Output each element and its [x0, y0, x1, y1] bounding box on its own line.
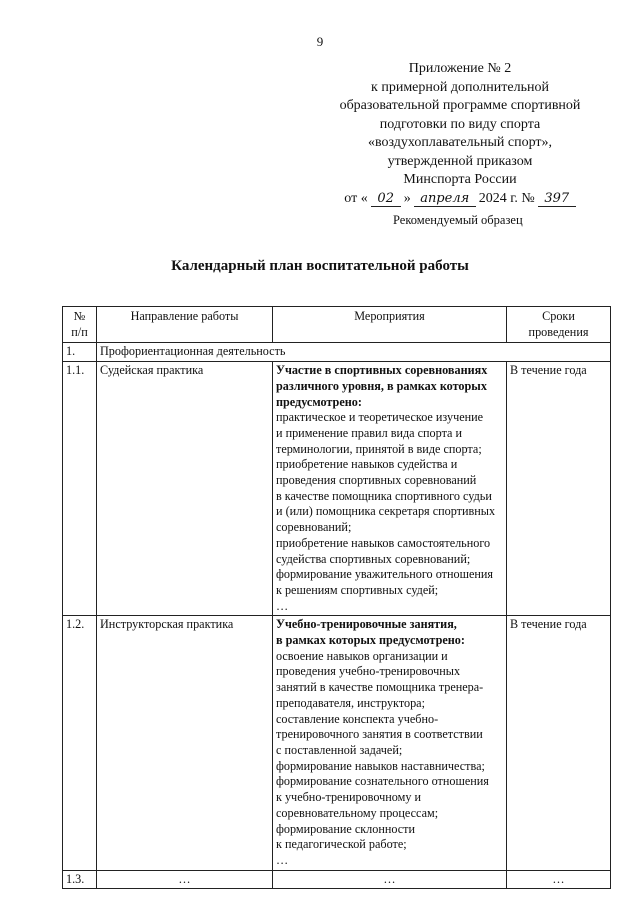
activity-line: формирование сознательного отношения: [276, 774, 489, 789]
document-title: Календарный план воспитательной работы: [171, 258, 469, 274]
header-terms-line: проведения: [528, 324, 589, 339]
activity-title-line: в рамках которых предусмотрено:: [276, 633, 465, 648]
order-date-line: [330, 190, 590, 209]
section-title: Профориентационная деятельность: [97, 343, 611, 362]
activity-line: терминологии, принятой в виде спорта;: [276, 441, 482, 456]
row-number: 1.1.: [63, 362, 97, 616]
header-number-line: №: [73, 309, 86, 323]
activity-line: соревновательному процессам;: [276, 805, 439, 820]
activity-line: тренировочного занятия в соответствии: [276, 727, 483, 742]
activity-line: освоение навыков организации и: [276, 648, 448, 663]
activity-title-line: предусмотрено:: [276, 394, 362, 409]
activity-line: к решениям спортивных судей;: [276, 582, 439, 597]
appendix-line: подготовки по виду спорта: [379, 116, 541, 132]
date-prefix: от «: [344, 190, 368, 206]
table-header-row: [63, 307, 611, 343]
activity-line: в качестве помощника спортивного судьи: [276, 488, 492, 503]
appendix-line: образовательной программе спортивной: [339, 98, 581, 113]
activity-line: практическое и теоретическое изучение: [276, 410, 484, 425]
header-terms: [507, 307, 611, 343]
activity-line: формирование уважительного отношения: [276, 567, 494, 582]
row-activities: [273, 616, 507, 870]
appendix-line: Приложение № 2: [408, 61, 512, 76]
activity-line: приобретение навыков самостоятельного: [276, 535, 491, 550]
row-term: В течение года: [507, 362, 611, 616]
handwritten-order-number: 397: [538, 192, 576, 207]
recommended-sample-label: Рекомендуемый образец: [393, 213, 523, 227]
row-term: …: [507, 870, 611, 889]
activity-line: …: [276, 598, 289, 613]
row-activities: …: [273, 870, 507, 889]
header-number-line: п/п: [71, 324, 88, 339]
activity-line: проведения спортивных соревнований: [276, 473, 477, 488]
section-row: [63, 343, 611, 362]
activity-line: соревнований;: [276, 520, 352, 535]
table-row: [63, 870, 611, 889]
table-row: [63, 616, 611, 870]
appendix-line: «воздухоплавательный спорт»,: [367, 135, 553, 150]
activity-line: приобретение навыков судейства и: [276, 457, 458, 472]
header-terms-line: Сроки: [542, 309, 575, 323]
activity-line: с поставленной задачей;: [276, 742, 403, 757]
activity-line: составление конспекта учебно-: [276, 711, 439, 726]
date-quote-close: »: [403, 190, 411, 206]
activity-line: и (или) помощника секретаря спортивных: [276, 504, 496, 519]
appendix-block: [330, 60, 590, 208]
activity-line: …: [276, 852, 289, 867]
activity-line: занятий в качестве помощника тренера-: [276, 680, 484, 695]
appendix-line: к примерной дополнительной: [371, 79, 549, 95]
row-number: 1.3.: [63, 870, 97, 889]
page-number: 9: [316, 34, 324, 49]
row-term: В течение года: [507, 616, 611, 870]
appendix-line: Минспорта России: [403, 172, 517, 187]
activity-line: к учебно-тренировочному и: [276, 790, 422, 805]
activity-line: к педагогической работе;: [276, 837, 407, 852]
handwritten-month: апреля: [414, 192, 476, 207]
activity-line: и применение правил вида спорта и: [276, 425, 463, 440]
activity-title-line: различного уровня, в рамках которых: [276, 378, 487, 393]
row-direction: Инструкторская практика: [97, 616, 273, 870]
activity-line: проведения учебно-тренировочных: [276, 664, 461, 679]
appendix-line: утвержденной приказом: [387, 153, 533, 169]
date-year: 2024 г. №: [478, 190, 535, 206]
row-direction: Судейская практика: [97, 362, 273, 616]
header-direction: Направление работы: [97, 307, 273, 343]
section-number: 1.: [63, 343, 97, 362]
activity-line: преподавателя, инструктора;: [276, 695, 425, 710]
row-activities: [273, 362, 507, 616]
handwritten-day: 02: [371, 192, 401, 207]
row-number: 1.2.: [63, 616, 97, 870]
plan-table: [62, 306, 611, 889]
activity-line: формирование навыков наставничества;: [276, 758, 485, 773]
header-number: [63, 307, 97, 343]
row-direction: …: [97, 870, 273, 889]
table-row: [63, 362, 611, 616]
header-activities: Мероприятия: [273, 307, 507, 343]
activity-title-line: Учебно-тренировочные занятия,: [276, 617, 457, 632]
activity-title-line: Участие в спортивных соревнованиях: [276, 363, 488, 378]
activity-line: судейства спортивных соревнований;: [276, 551, 471, 566]
activity-line: формирование склонности: [276, 821, 416, 836]
